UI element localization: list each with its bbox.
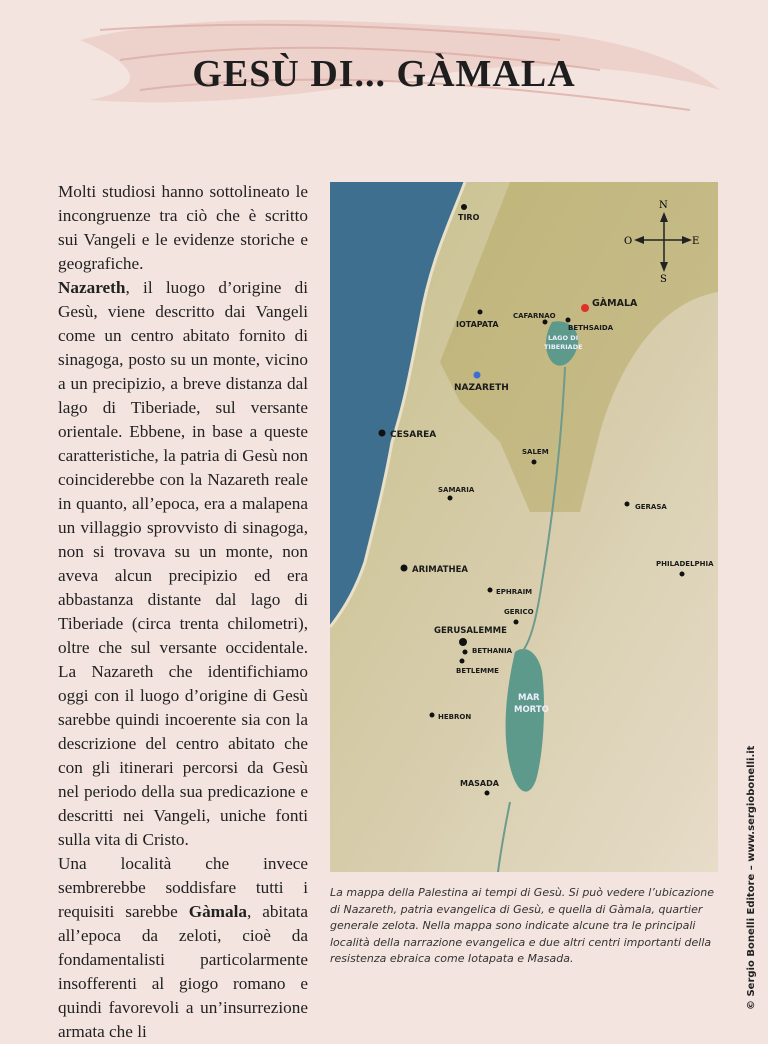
place-salem: SALEM bbox=[522, 448, 549, 456]
page-title: GESÙ DI... GÀMALA bbox=[192, 53, 576, 95]
paragraph-gamala bbox=[58, 852, 308, 1044]
dead-sea-label-1: MAR bbox=[518, 693, 540, 703]
place-gerico: GERICO bbox=[504, 608, 534, 616]
nazareth-dot bbox=[474, 372, 481, 379]
place-ephraim: EPHRAIM bbox=[496, 588, 533, 596]
place-arimathea: ARIMATHEA bbox=[412, 565, 468, 575]
lake-label-2: TIBERIADE bbox=[544, 343, 583, 351]
place-gerusalemme: GERUSALEMME bbox=[434, 626, 507, 636]
compass-n: N bbox=[659, 200, 668, 211]
place-philadelphia: PHILADELPHIA bbox=[656, 560, 714, 568]
palestine-map bbox=[330, 182, 718, 872]
place-hebron: HEBRON bbox=[438, 713, 472, 721]
nazareth-bold: Nazareth bbox=[58, 278, 126, 297]
gamala-text-rest: , abitata all’epoca da zeloti, cioè da fondamentalisti particolarmente insofferenti al giogo romano e quindi favorevoli a un’insurrezione armata che li bbox=[58, 902, 308, 1041]
place-bethania: BETHANIA bbox=[472, 647, 513, 655]
place-masada: MASADA bbox=[460, 779, 499, 788]
gamala-dot bbox=[581, 304, 589, 312]
place-cafarnao: CAFARNAO bbox=[513, 312, 556, 320]
paragraph-intro: Molti studiosi hanno sottolineato le incongruenze tra ciò che è scritto sui Vangeli e le evidenze storiche e geografiche. bbox=[58, 182, 308, 273]
map-caption: La mappa della Palestina ai tempi di Gesù. Si può vedere l’ubicazione di Nazareth, patria evangelica di Gesù, e quella di Gàmala, quartier generale zelota. Nella mappa sono indicate alcune tra le principali località della narrazione evangelica e due altri centri importanti della resistenza ebraica come Iotapata e Masada. bbox=[330, 886, 714, 965]
place-nazareth: NAZARETH bbox=[454, 383, 509, 393]
place-gamala: GÀMALA bbox=[592, 298, 638, 309]
nazareth-text: , il luogo d’origine di Gesù, viene descritto dai Vangeli come un centro abitato fornito di sinagoga, posto su un monte, vicino a un precipizio, a breve distanza dal lago di Tiberiade, sul versante orientale. Ebbene, in base a queste caratteristiche, la patria di Gesù non coinciderebbe con la Nazareth reale in quanto, all’epoca, era a malapena un villaggio sprovvisto di sinagoga, non si trovava su un monte, non aveva alcun precipizio ed era abbastanza distante dal lago di Tiberiade (circa trenta chilometri), oltre che sul versante occidentale. La Nazareth che identifichiamo oggi con il luogo d’origine di Gesù sarebbe quindi incoerente sia con la descrizione del centro abitato che con gli itinerari percorsi da Gesù nel periodo della sua predicazione e descritti nei Vangeli, uniche fonti sulla vita di Cristo. bbox=[58, 278, 308, 849]
lake-label-1: LAGO DI bbox=[548, 334, 579, 342]
place-bethsaida: BETHSAIDA bbox=[568, 324, 614, 332]
dead-sea bbox=[506, 649, 544, 792]
place-gerasa: GERASA bbox=[635, 503, 667, 511]
place-cesarea: CESAREA bbox=[390, 430, 437, 440]
compass-o: O bbox=[624, 236, 633, 247]
place-iotapata: IOTAPATA bbox=[456, 320, 499, 329]
gamala-bold: Gàmala bbox=[188, 902, 247, 921]
compass-s: S bbox=[660, 274, 667, 285]
place-samaria: SAMARIA bbox=[438, 486, 475, 494]
compass-e: E bbox=[692, 236, 700, 247]
place-tiro: TIRO bbox=[458, 213, 480, 222]
paragraph-nazareth bbox=[58, 276, 308, 852]
place-betlemme: BETLEMME bbox=[456, 667, 499, 675]
article-text bbox=[58, 180, 308, 1044]
gamala-text-start: Una località che invece sembrerebbe soddisfare tutti i requisiti sarebbe bbox=[58, 854, 308, 921]
dead-sea-label-2: MORTO bbox=[514, 705, 549, 715]
copyright-credit: © Sergio Bonelli Editore – www.sergiobonelli.it bbox=[746, 745, 757, 1010]
